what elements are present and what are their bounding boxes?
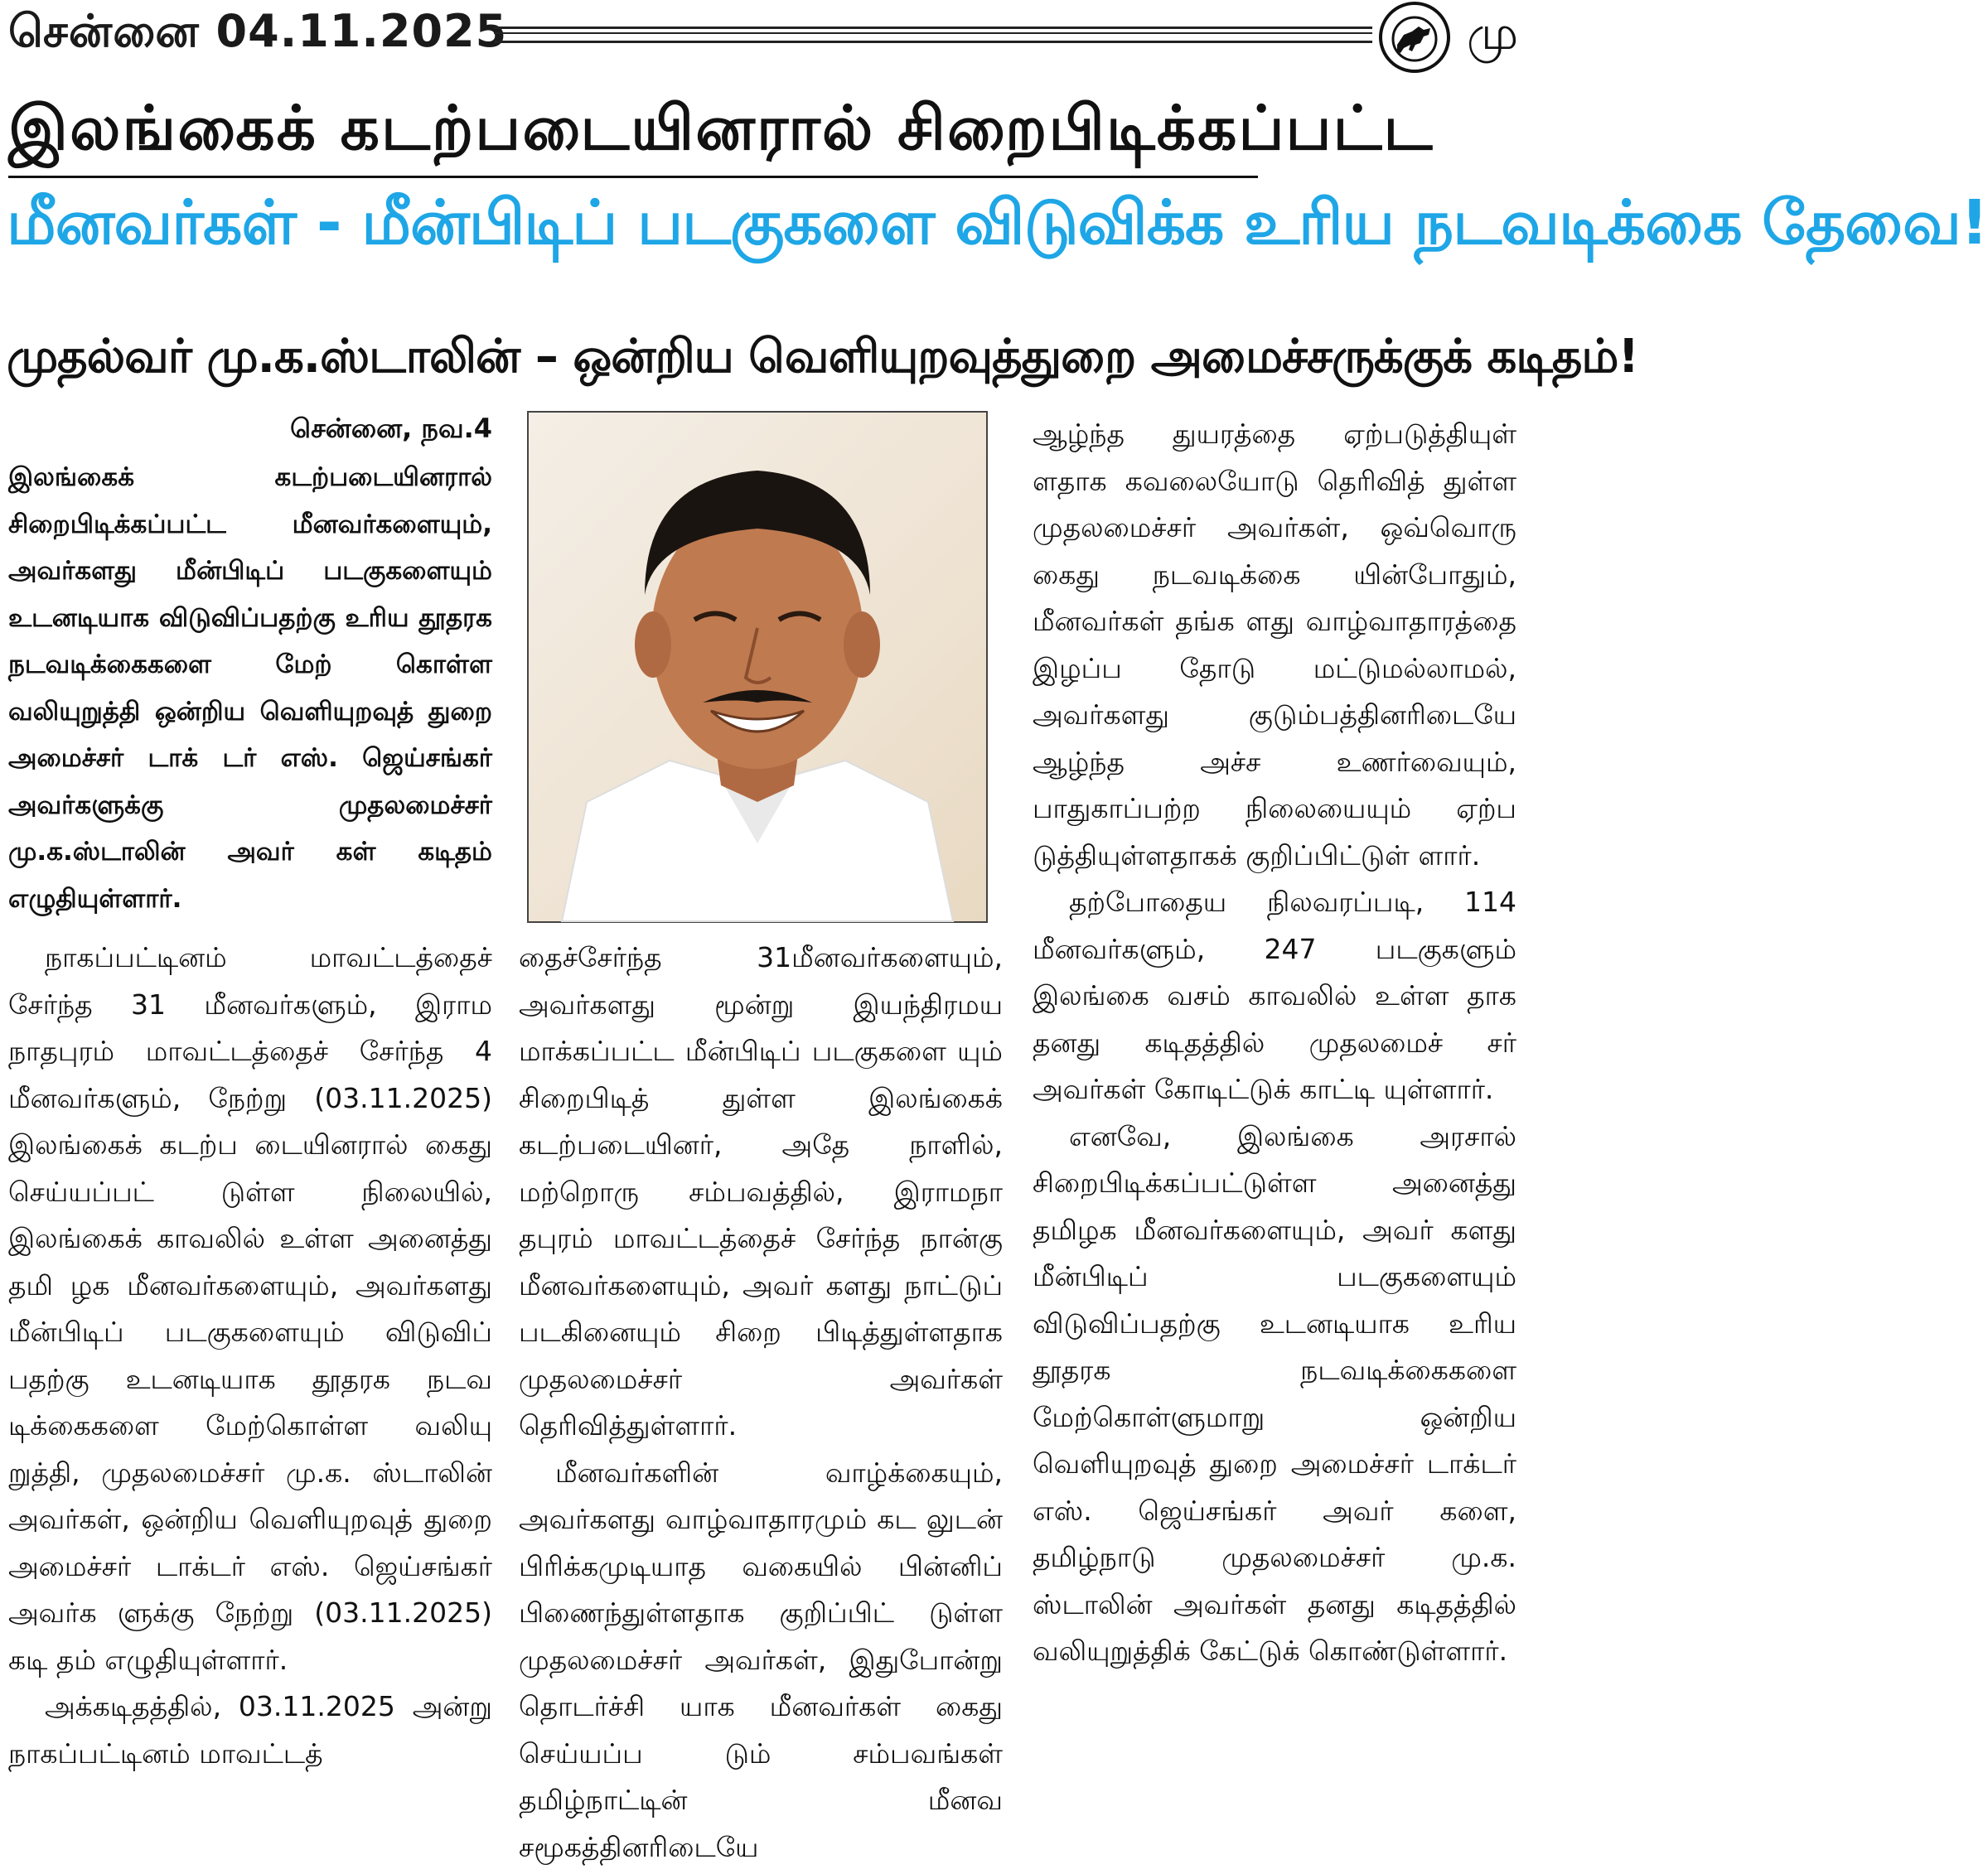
party-emblem-icon xyxy=(1379,2,1450,73)
paragraph: மீனவர்களின் வாழ்க்கையும், அவர்களது வாழ்வாதாரமும் கட லுடன் பிரிக்கமுடியாத வகையில் பின்னிப் பிணைந்துள்ளதாக குறிப்பிட் டுள்ள முதலமைச்சர் அவர்கள், இதுபோன்று தொடர்ச்சி யாக மீனவர்கள் கைது செய்யப்ப டும் சம்பவங்கள் தமிழ்நாட்டின் மீனவ சமூகத்தினரிடையே xyxy=(519,1456,1003,1863)
article-column-2 xyxy=(519,935,1003,1871)
masthead-title-fragment: மு xyxy=(1467,7,1519,60)
article-column-3 xyxy=(1033,411,1516,1675)
article-photo xyxy=(527,411,988,923)
masthead xyxy=(0,0,1523,58)
paragraph: தற்போதைய நிலவரப்படி, 114 மீனவர்களும், 247 படகுகளும் இலங்கை வசம் காவலில் உள்ள தாக தனது கடிதத்தில் முதலமைச் சர் அவர்கள் கோடிட்டுக் காட்டி யுள்ளார். xyxy=(1033,886,1516,1105)
paragraph: நாகப்பட்டினம் மாவட்டத்தைச் சேர்ந்த 31 மீனவர்களும், இராம நாதபுரம் மாவட்டத்தைச் சேர்ந்த 4 மீனவர்களும், நேற்று (03.11.2025) இலங்கைக் கடற்ப டையினரால் கைது செய்யப்பட் டுள்ள நிலையில், இலங்கைக் காவலில் உள்ள அனைத்து தமி ழக மீனவர்களையும், அவர்களது மீன்பிடிப் படகுகளையும் விடுவிப் பதற்கு உடனடியாக தூதரக நடவ டிக்கைகளை மேற்கொள்ள வலியு றுத்தி, முதலமைச்சர் மு.க. ஸ்டாலின் அவர்கள், ஒன்றிய வெளியுறவுத் துறை அமைச்சர் டாக்டர் எஸ். ஜெய்சங்கர் அவர்க ளுக்கு நேற்று (03.11.2025) கடி தம் எழுதியுள்ளார். xyxy=(8,941,492,1676)
masthead-rule xyxy=(494,27,1372,43)
paragraph: தைச்சேர்ந்த 31மீனவர்களையும், அவர்களது மூன்று இயந்திரமய மாக்கப்பட்ட மீன்பிடிப் படகுகளை யும் சிறைபிடித் துள்ள இலங்கைக் கடற்படையினர், அதே நாளில், மற்றொரு சம்பவத்தில், இராமநா தபுரம் மாவட்டத்தைச் சேர்ந்த நான்கு மீனவர்களையும், அவர் களது நாட்டுப் படகினையும் சிறை பிடித்துள்ளதாக முதலமைச்சர் அவர்கள் தெரிவித்துள்ளார். xyxy=(519,941,1003,1442)
article-lead xyxy=(8,454,492,922)
paragraph: எனவே, இலங்கை அரசால் சிறைபிடிக்கப்பட்டுள்ள அனைத்து தமிழக மீனவர்களையும், அவர் களது மீன்பிடிப் படகுகளையும் விடுவிப்பதற்கு உடனடியாக உரிய தூதரக நடவடிக்கைகளை மேற்கொள்ளுமாறு ஒன்றிய வெளியுறவுத் துறை அமைச்சர் டாக்டர் எஸ். ஜெய்சங்கர் அவர் களை, தமிழ்நாடு முதலமைச்சர் மு.க. ஸ்டாலின் அவர்கள் தனது கடிதத்தில் வலியுறுத்திக் கேட்டுக் கொண்டுள்ளார். xyxy=(1033,1119,1516,1667)
headline-line-1: இலங்கைக் கடற்படையினரால் சிறைபிடிக்கப்பட்ட xyxy=(8,93,1434,164)
paragraph: அக்கடிதத்தில், 03.11.2025 அன்று நாகப்பட்டினம் மாவட்டத் xyxy=(8,1690,492,1770)
paragraph: ஆழ்ந்த துயரத்தை ஏற்படுத்தியுள் ளதாக கவலையோடு தெரிவித் துள்ள முதலமைச்சர் அவர்கள், ஒவ்வொரு கைது நடவடிக்கை யின்போதும், மீனவர்கள் தங்க ளது வாழ்வாதாரத்தை இழப்ப தோடு மட்டுமல்லாமல், அவர்களது குடும்பத்தினரிடையே ஆழ்ந்த அச்ச உணர்வையும், பாதுகாப்பற்ற நிலையையும் ஏற்ப டுத்தியுள்ளதாகக் குறிப்பிட்டுள் ளார். xyxy=(1033,418,1516,872)
lead-paragraph: இலங்கைக் கடற்படையினரால் சிறைபிடிக்கப்பட்ட மீனவர்களையும், அவர்களது மீன்பிடிப் படகுகளையும் உடனடியாக விடுவிப்பதற்கு உரிய தூதரக நடவடிக்கைகளை மேற் கொள்ள வலியுறுத்தி ஒன்றிய வெளியுறவுத் துறை அமைச்சர் டாக் டர் எஸ். ஜெய்சங்கர் அவர்களுக்கு முதலமைச்சர் மு.க.ஸ்டாலின் அவர் கள் கடிதம் எழுதியுள்ளார். xyxy=(8,462,492,914)
issue-date: சென்னை 04.11.2025 xyxy=(8,5,508,57)
article-dateline: சென்னை, நவ.4 xyxy=(290,413,492,444)
headline-line-3: முதல்வர் மு.க.ஸ்டாலின் – ஒன்றிய வெளியுறவுத்துறை அமைச்சருக்குக் கடிதம்! xyxy=(7,330,1638,384)
portrait-image xyxy=(529,413,986,921)
article-column-1 xyxy=(8,935,492,1777)
headline-underline xyxy=(8,176,1258,178)
headline-line-2: மீனவர்கள் - மீன்பிடிப் படகுகளை விடுவிக்க உரிய நடவடிக்கை தேவை! xyxy=(7,187,1988,258)
